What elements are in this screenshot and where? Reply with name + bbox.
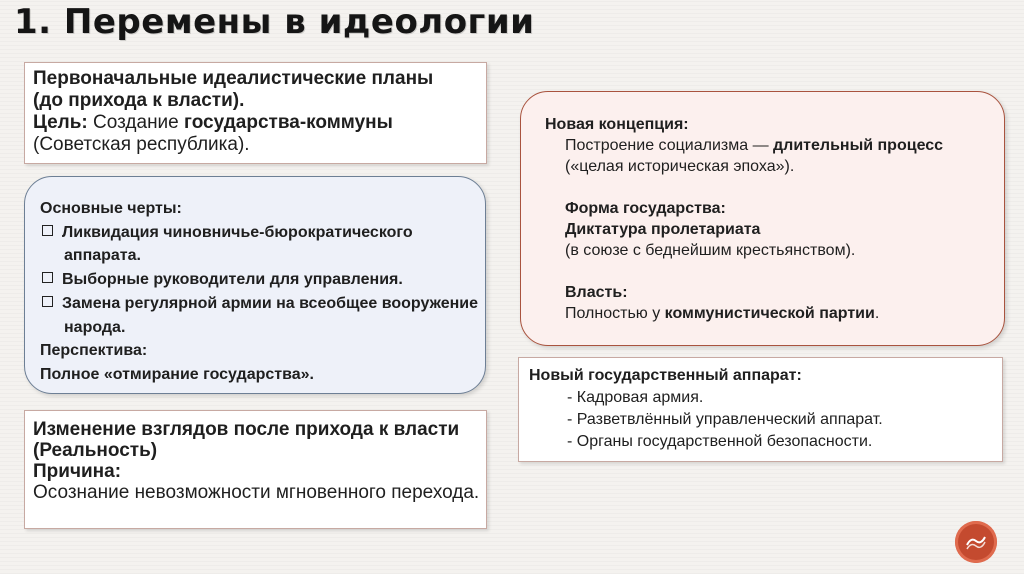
goal-label: Цель: [33, 112, 88, 133]
checkbox-icon [42, 296, 53, 307]
reason-label: Причина: [33, 461, 122, 482]
perspective-text: Полное «отмирание государства». [40, 365, 314, 383]
power-text: Полностью у коммунистической партии. [565, 305, 880, 322]
form-text: (в союзе с беднейшим крестьянством). [565, 242, 856, 259]
page-title: 1. Перемены в идеологии [14, 2, 535, 42]
new-concept-box [520, 91, 1005, 346]
feature-item: Замена регулярной армии на всеобщее вооружение народа. [40, 292, 485, 339]
apparatus-item: - Разветвлённый управленческий аппарат. [567, 411, 883, 428]
form-label: Форма государства: [565, 200, 726, 217]
checkbox-icon [42, 272, 53, 283]
changed-views-box [24, 410, 487, 529]
feature-item: Выборные руководители для управления. [40, 268, 485, 292]
initial-plans-box [24, 62, 487, 164]
apparatus-item: - Органы государственной безопасности. [567, 433, 873, 450]
new-apparatus-box [518, 357, 1003, 462]
new-concept-text: Построение социализма — длительный процесс («целая историческая эпоха»). [565, 137, 944, 175]
feature-item: Ликвидация чиновничье-бюрократического аппарата. [40, 221, 485, 268]
goal-bold: государства-коммуны [184, 112, 393, 133]
goal-text: Создание [87, 112, 185, 133]
initial-plans-line2: (до прихода к власти). [33, 90, 245, 111]
logo-icon [955, 521, 997, 563]
power-label: Власть: [565, 284, 628, 301]
new-concept-heading: Новая концепция: [545, 116, 689, 133]
changed-views-heading: Изменение взглядов после прихода к власти (Реальность) [33, 419, 460, 461]
perspective-label: Перспектива: [40, 342, 148, 360]
form-bold: Диктатура пролетариата [565, 221, 761, 238]
initial-plans-line1: Первоначальные идеалистические планы [33, 68, 434, 89]
reason-text: Осознание невозможности мгновенного перехода. [33, 482, 480, 503]
main-features-box [24, 176, 486, 394]
checkbox-icon [42, 225, 53, 236]
features-heading: Основные черты: [40, 200, 182, 217]
initial-plans-line4: (Советская республика). [33, 134, 250, 155]
apparatus-item: - Кадровая армия. [567, 389, 704, 406]
new-apparatus-heading: Новый государственный аппарат: [529, 367, 802, 384]
